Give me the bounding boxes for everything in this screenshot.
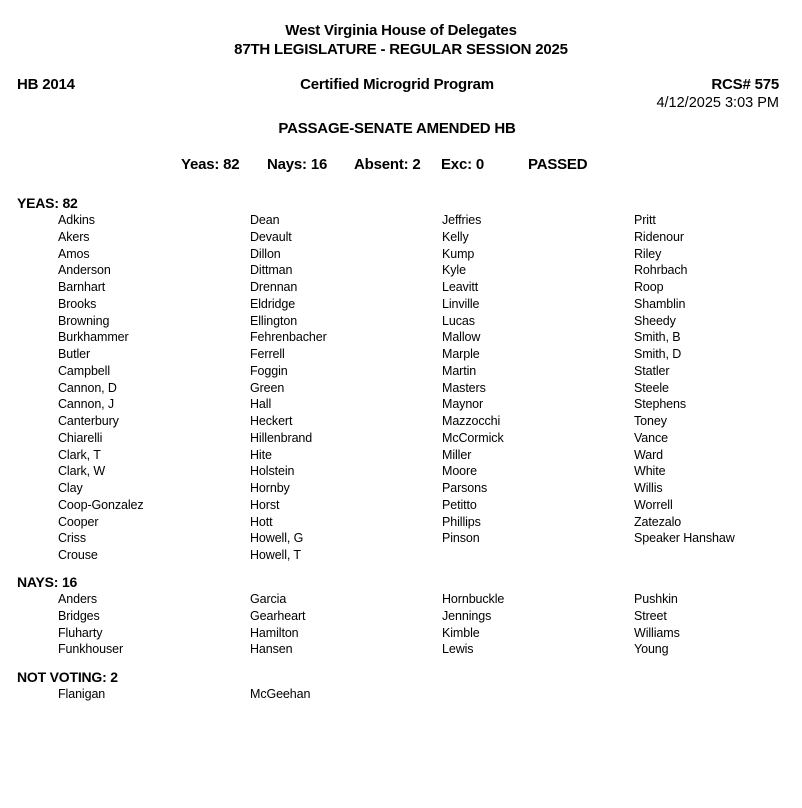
member-name: Moore xyxy=(442,464,477,479)
member-name: Browning xyxy=(58,313,110,328)
member-name: Phillips xyxy=(442,514,481,529)
member-name: Speaker Hanshaw xyxy=(634,531,735,546)
member-name: Marple xyxy=(442,347,480,361)
member-name: Hillenbrand xyxy=(250,430,313,445)
member-name: Maynor xyxy=(442,397,484,412)
member-name: White xyxy=(634,464,666,479)
member-name: Cannon, D xyxy=(58,380,117,395)
member-name: Clay xyxy=(58,481,83,495)
member-name: Holstein xyxy=(250,464,295,479)
chamber-title: West Virginia House of Delegates xyxy=(285,22,517,39)
member-name: Dittman xyxy=(250,263,293,278)
member-name: Butler xyxy=(58,347,91,361)
member-name: Sheedy xyxy=(634,313,676,328)
tally-yeas: Yeas: 82 xyxy=(181,156,240,173)
member-name: Street xyxy=(634,608,667,623)
member-name: Canterbury xyxy=(58,414,119,428)
member-name: Jennings xyxy=(442,608,492,623)
member-name: Heckert xyxy=(250,414,293,428)
member-name: Ferrell xyxy=(250,347,285,361)
member-name: Flanigan xyxy=(58,687,106,701)
member-name: Foggin xyxy=(250,363,288,378)
member-name: Amos xyxy=(58,246,90,261)
member-name: Crouse xyxy=(58,548,98,562)
member-name: Criss xyxy=(58,531,86,546)
member-name: Kump xyxy=(442,246,475,261)
member-name: Anderson xyxy=(58,263,111,278)
member-name: Akers xyxy=(58,229,90,244)
member-name: Toney xyxy=(634,414,667,428)
member-name: Dean xyxy=(250,213,280,227)
tally-absent: Absent: 2 xyxy=(354,156,421,173)
member-name: McGeehan xyxy=(250,687,311,701)
member-name: Pushkin xyxy=(634,592,678,606)
member-name: Garcia xyxy=(250,592,287,606)
member-name: Dillon xyxy=(250,246,281,261)
tally-excused: Exc: 0 xyxy=(441,156,484,173)
member-name: Clark, W xyxy=(58,464,106,479)
member-name: Lewis xyxy=(442,642,474,657)
member-name: Linville xyxy=(442,296,480,311)
member-name: Roop xyxy=(634,280,664,294)
member-name: Hamilton xyxy=(250,625,299,640)
member-name: Jeffries xyxy=(442,213,482,227)
member-name: Hansen xyxy=(250,642,293,657)
member-name: Hott xyxy=(250,514,273,529)
member-name: Vance xyxy=(634,430,669,445)
member-name: Chiarelli xyxy=(58,430,103,445)
member-name: Kyle xyxy=(442,263,466,278)
member-name: Howell, T xyxy=(250,548,301,562)
section-label: NOT VOTING: 2 xyxy=(17,669,118,685)
member-name: Williams xyxy=(634,625,680,640)
member-name: Burkhammer xyxy=(58,330,129,345)
member-name: Clark, T xyxy=(58,447,101,462)
member-name: Pritt xyxy=(634,213,656,227)
member-name: Willis xyxy=(634,481,663,495)
member-name: Mazzocchi xyxy=(442,414,501,428)
member-name: Lucas xyxy=(442,313,475,328)
member-name: McCormick xyxy=(442,430,504,445)
bill-title: Certified Microgrid Program xyxy=(300,76,494,93)
member-name: Devault xyxy=(250,229,292,244)
member-name: Kimble xyxy=(442,625,480,640)
member-name: Young xyxy=(634,642,669,657)
member-name: Barnhart xyxy=(58,280,106,294)
member-name: Horst xyxy=(250,497,280,512)
section-label: NAYS: 16 xyxy=(17,574,78,590)
member-name: Anders xyxy=(58,592,98,606)
member-name: Ellington xyxy=(250,313,298,328)
member-name: Petitto xyxy=(442,497,477,512)
member-name: Ward xyxy=(634,447,664,462)
member-name: Martin xyxy=(442,363,477,378)
member-name: Steele xyxy=(634,380,669,395)
member-name: Drennan xyxy=(250,280,298,294)
vote-datetime: 4/12/2025 3:03 PM xyxy=(656,95,779,111)
member-name: Smith, B xyxy=(634,330,681,345)
member-name: Bridges xyxy=(58,608,100,623)
member-name: Statler xyxy=(634,363,670,378)
section-label: YEAS: 82 xyxy=(17,195,78,211)
member-name: Hornby xyxy=(250,481,290,495)
member-name: Hite xyxy=(250,447,272,462)
member-name: Campbell xyxy=(58,363,111,378)
member-name: Riley xyxy=(634,246,662,261)
member-name: Green xyxy=(250,380,285,395)
roll-call-number: RCS# 575 xyxy=(711,76,779,93)
vote-result: PASSED xyxy=(528,156,588,173)
member-name: Miller xyxy=(442,447,472,462)
member-name: Stephens xyxy=(634,397,687,412)
member-name: Hall xyxy=(250,397,272,412)
member-name: Smith, D xyxy=(634,347,682,361)
member-name: Coop-Gonzalez xyxy=(58,497,144,512)
member-name: Fehrenbacher xyxy=(250,330,327,345)
member-name: Pinson xyxy=(442,531,480,546)
member-name: Brooks xyxy=(58,296,97,311)
member-name: Eldridge xyxy=(250,296,296,311)
member-name: Worrell xyxy=(634,497,673,512)
tally-nays: Nays: 16 xyxy=(267,156,328,173)
member-name: Mallow xyxy=(442,330,481,345)
member-name: Shamblin xyxy=(634,296,686,311)
member-name: Cooper xyxy=(58,514,99,529)
member-name: Howell, G xyxy=(250,531,304,546)
member-name: Hornbuckle xyxy=(442,592,505,606)
member-name: Cannon, J xyxy=(58,397,115,412)
member-name: Leavitt xyxy=(442,280,479,294)
member-name: Kelly xyxy=(442,229,469,244)
bill-number: HB 2014 xyxy=(17,76,75,93)
motion-title: PASSAGE-SENATE AMENDED HB xyxy=(278,120,516,137)
member-name: Rohrbach xyxy=(634,263,688,278)
member-name: Parsons xyxy=(442,481,488,495)
member-name: Funkhouser xyxy=(58,642,124,657)
member-name: Adkins xyxy=(58,213,95,227)
session-title: 87TH LEGISLATURE - REGULAR SESSION 2025 xyxy=(234,41,568,58)
member-name: Masters xyxy=(442,380,486,395)
member-name: Fluharty xyxy=(58,625,103,640)
member-name: Gearheart xyxy=(250,608,306,623)
member-name: Ridenour xyxy=(634,229,684,244)
member-name: Zatezalo xyxy=(634,514,682,529)
